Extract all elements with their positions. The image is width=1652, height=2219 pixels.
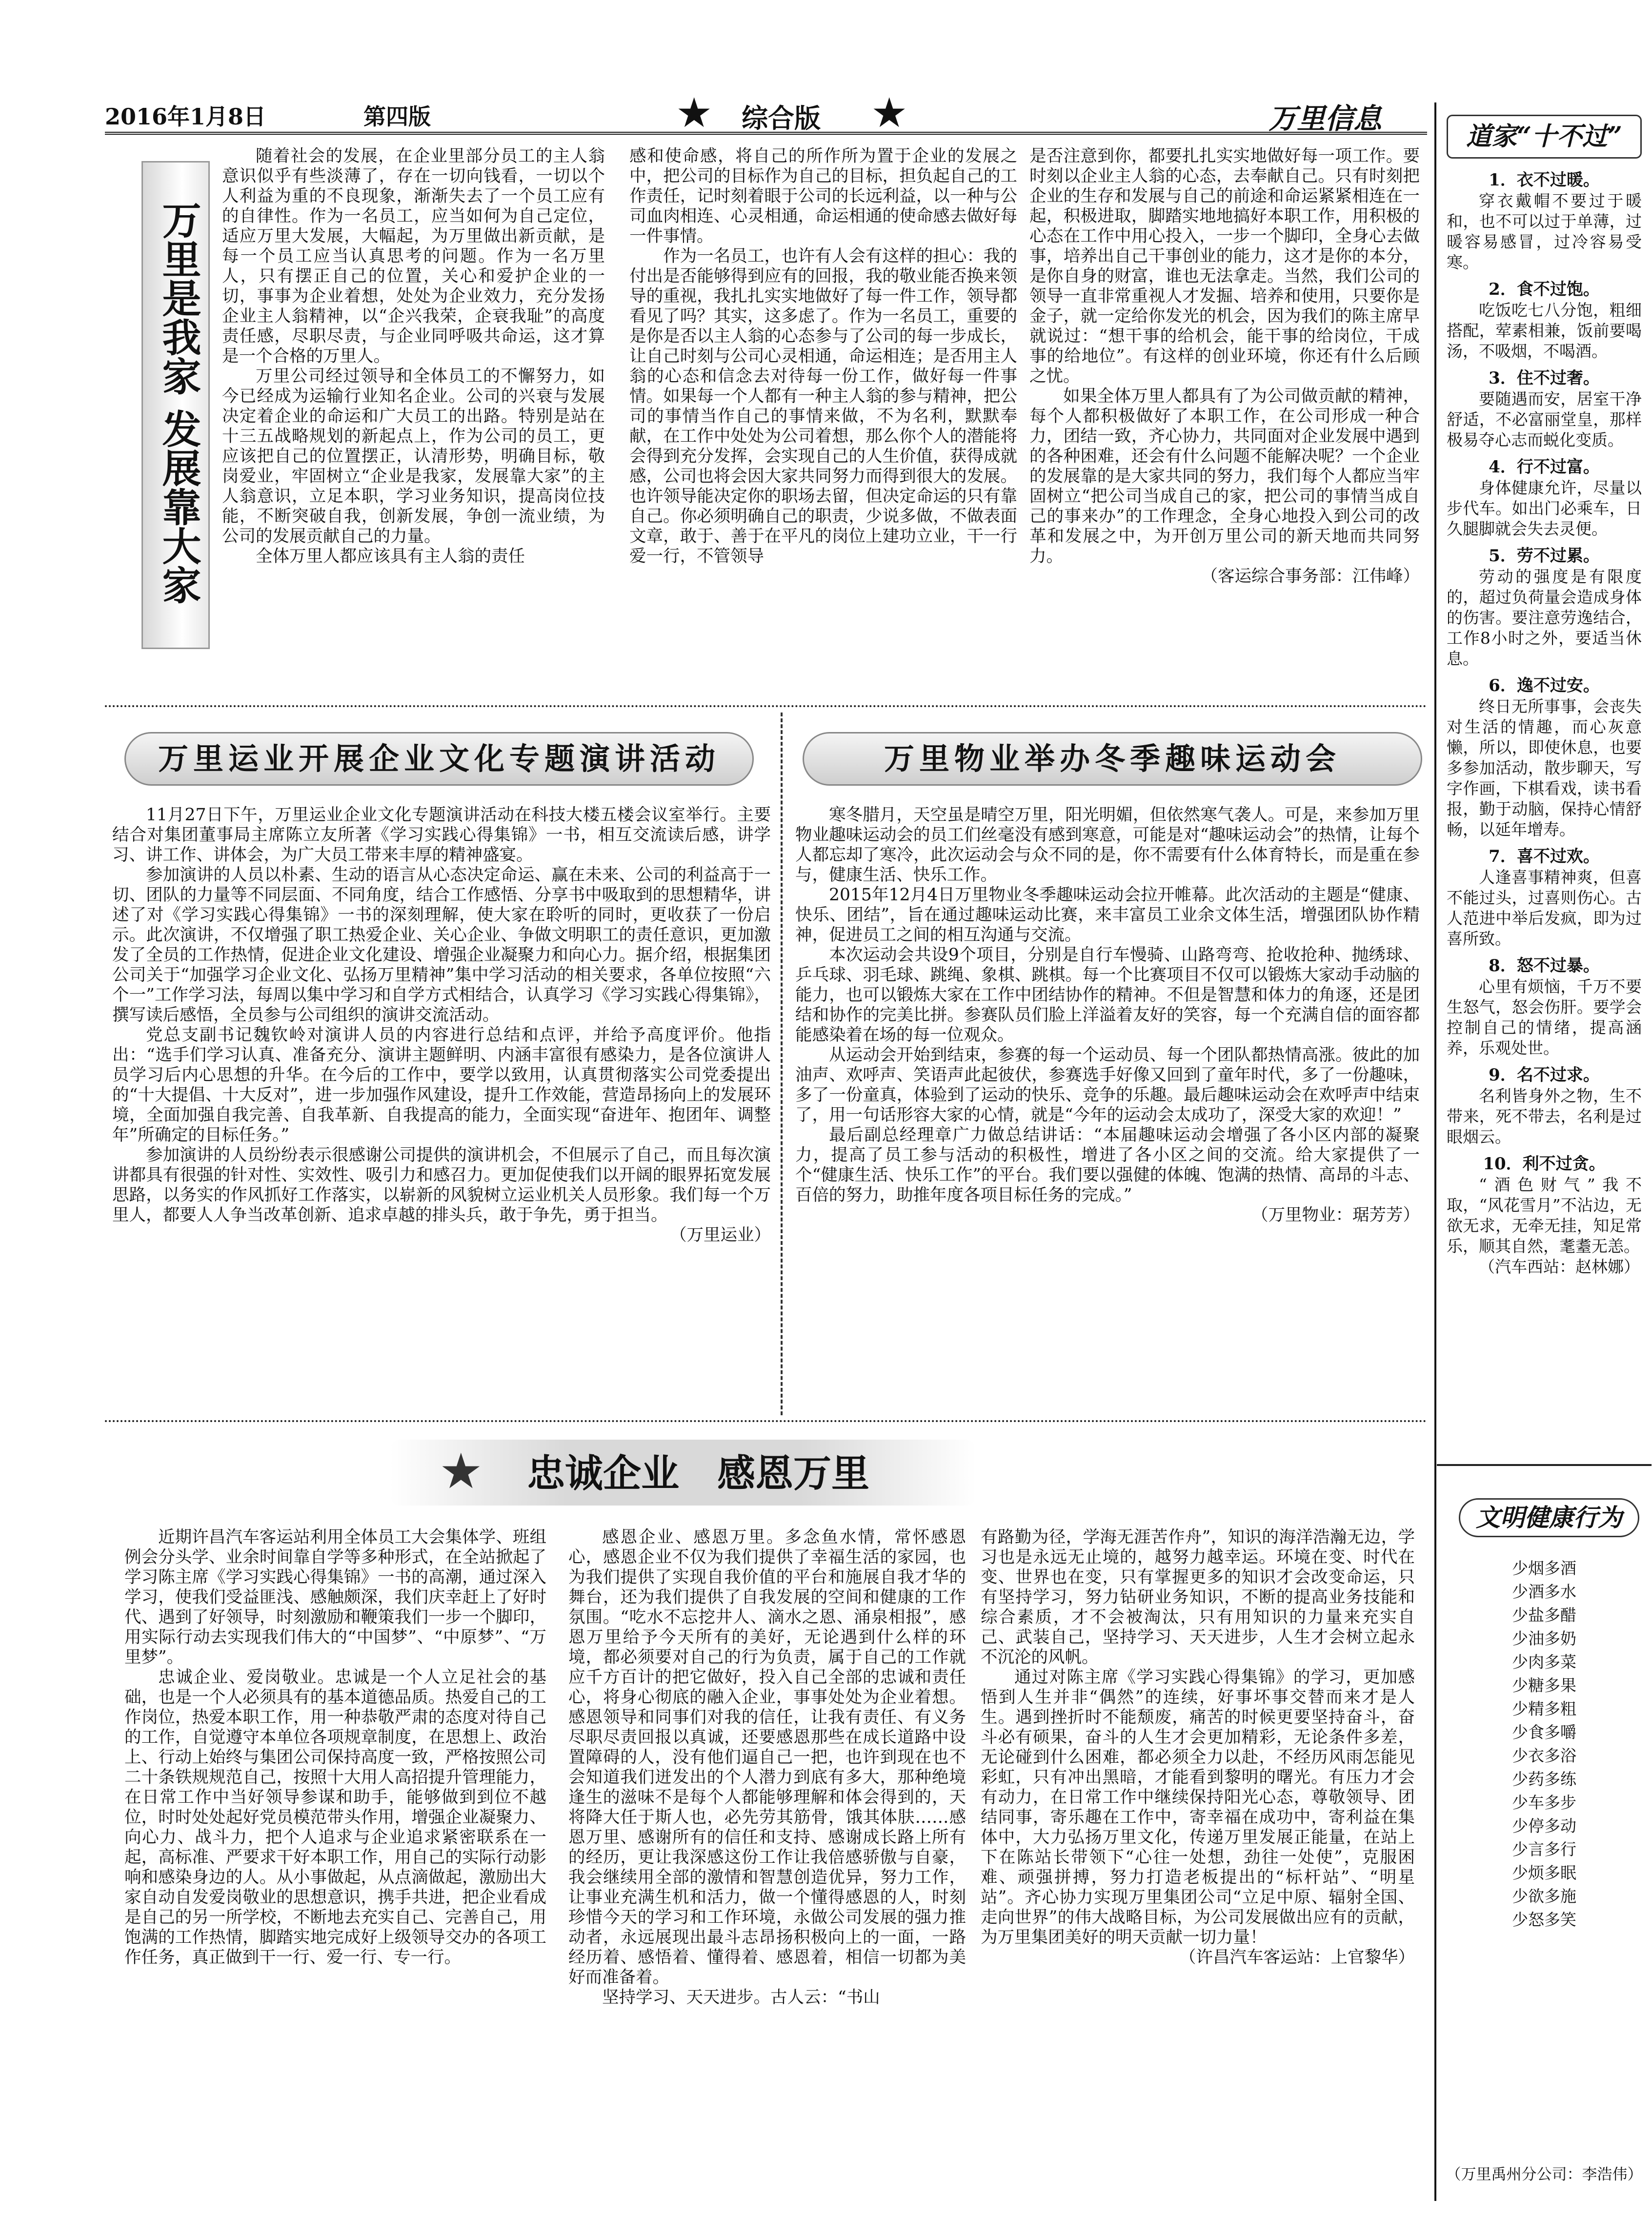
paragraph: 参加演讲的人员纷纷表示很感谢公司提供的演讲机会，不但展示了自己，而且每次演讲都具有很强的针对性、实效性、吸引力和感召力。更加促使我们以开阔的眼界拓宽发展思路，以务实的作风抓好工作落实，以崭新的风貌树立运业机关人员形象。我们每一个万里人，都要人人争当改革创新、追求卓越的排头兵，敢于争先，勇于担当。 [112,1145,771,1225]
list-item: 少酒多水 [1512,1582,1576,1601]
side-item-title: 5．劳不过累。 [1489,546,1600,566]
side-item-title: 6．逸不过安。 [1489,676,1600,695]
byline: （许昌汽车客运站：上官黎华） [1179,1948,1415,1967]
column-divider [781,713,783,1415]
sidebar-list [1447,163,1642,1440]
side-item-title: 7．喜不过欢。 [1489,847,1600,866]
star-icon: ★ [871,89,908,137]
paragraph: 作为一名员工，也许有人会有这样的担心：我的付出是否能够得到应有的回报，我的敬业能否换来领导的重视，我扎扎实实地做好了每一件工作，领导都看见了吗？其实，这多虑了。作为一名员工，重要的是你是否以主人翁的心态参与了公司的每一步成长，让自己时刻与公司心灵相通，命运相连；是否用主人翁的心态和信念去对待每一份工作，做好每一件事情。如果每一个人都有一种主人翁的参与精神，把公司的事情当作自己的事情来做，不为名利，默默奉献，在工作中处处为公司着想，那么你个人的潜能将会得到充分发挥，会实现自己的人生价值，获得成就感，公司也将会因大家共同努力而得到很大的发展。也许领导能决定你的职场去留，但决定命运的只有靠自己。你必须明确自己的职责，少说多做，不做表面文章，敢于、善于在平凡的岗位上建功立业，干一行爱一行，不管领导 [629,246,1017,566]
paragraph: 11月27日下午，万里运业企业文化专题演讲活动在科技大楼五楼会议室举行。主要结合对集团董事局主席陈立友所著《学习实践心得集锦》一书，相互交流读后感，讲学习、讲工作、讲体会，为广大员工带来丰厚的精神盛宴。 [112,805,771,865]
list-item: 少车多步 [1512,1793,1576,1812]
byline: （万里物业：琚芳芳） [1251,1205,1420,1225]
art4-col3 [981,1527,1415,2186]
sidebar-frame [1434,102,1436,2201]
paragraph: 感和使命感，将自己的所作所为置于企业的发展之中，把公司的目标作为自己的目标，担负起自己的工作责任，记时刻着眼于公司的长远利益，以一种与公司血肉相连、心灵相通，命运相通的使命感去做好每一件事情。 [629,146,1017,246]
paragraph: 通过对陈主席《学习实践心得集锦》的学习，更加感悟到人生并非“偶然”的连续，好事坏事交替而来才是人生。遇到挫折时不能颓废，痛苦的时候更要坚持奋斗，奋斗必有硕果，奋斗的人生才会更加精彩，无论条件多差，无论碰到什么困难，都必须全力以赴，不经历风雨怎能见彩虹，只有冲出黑暗，才能看到黎明的曙光。有压力才会有动力，在日常工作中继续保持阳光心态，尊敬领导、团结同事，寄乐趣在工作中，寄幸福在成功中，寄利益在集体中，大力弘扬万里文化，传递万里发展正能量，在站上下在陈站长带领下“心往一处想，劲往一处使”，克服困难、顽强拼搏，努力打造老板提出的“标杆站”、“明星站”。齐心协力实现万里集团公司“立足中原、辐射全国、走向世界”的伟大战略目标，为公司发展做出应有的贡献，为万里集团美好的明天贡献一切力量！ [981,1668,1415,1947]
side-item-body: 吃饭吃七八分饱，粗细搭配，荤素相兼，饭前要喝汤，不吸烟，不喝酒。 [1447,301,1642,361]
list-item: 少烟多酒 [1512,1559,1576,1578]
header-page: 第四版 [363,103,431,130]
section-divider [105,1420,1427,1422]
paragraph: 参加演讲的人员以朴素、生动的语言从心态决定命运、赢在未来、公司的利益高于一切、团队的力量等不同层面、不同角度，结合工作感悟、分享书中吸取到的思想精华，讲述了对《学习实践心得集锦》一书的深刻理解，使大家在聆听的同时，更收获了一份启示。此次演讲，不仅增强了职工热爱企业、关心企业、争做文明职工的责任意识，更加激发了全员的工作热情，促进企业文化建设、增强企业凝聚力和向心力。据介绍，根据集团公司关于“加强学习企业文化、弘扬万里精神”集中学习活动的相关要求，各单位按照“六个一”工作学习法，每周以集中学习和自学方式相结合，认真学习《学习实践心得集锦》，撰写读后感悟，全员参与公司组织的演讲交流活动。 [112,865,771,1025]
paragraph: 从运动会开始到结束，参赛的每一个运动员、每一个团队都热情高涨。彼此的加油声、欢呼声、笑语声此起彼伏，参赛选手好像又回到了童年时代，多了一份趣味，多了一份童真，体验到了运动的快乐、竞争的乐趣。最后趣味运动会在欢呼声中结束了，用一句话形容大家的心情，就是“今年的运动会太成功了，深受大家的欢迎！” [795,1045,1420,1125]
list-item: 少油多奶 [1512,1629,1576,1648]
list-item: 少欲多施 [1512,1887,1576,1906]
art4-title: 忠诚企业 感恩万里 [527,1452,870,1496]
side-item-title: 4．行不过富。 [1489,457,1600,477]
list-item: 少糖多果 [1512,1676,1576,1695]
paragraph: 2015年12月4日万里物业冬季趣味运动会拉开帷幕。此次活动的主题是“健康、快乐、团结”，旨在通过趣味运动比赛，来丰富员工业余文体生活，增强团队协作精神，促进员工之间的相互沟通与交流。 [795,885,1420,945]
side-item-body: 身体健康允许，尽量以步代车。如出门必乘车，日久腿脚就会失去灵便。 [1447,478,1642,538]
sidebar2-title: 文明健康行为 [1459,1498,1639,1537]
art2-title: 万里运业开展企业文化专题演讲活动 [124,732,754,786]
side-item-title: 10．利不过贪。 [1483,1154,1606,1174]
side-item-title: 2．食不过饱。 [1489,280,1600,299]
art1-col3 [1029,146,1420,678]
art1-col2 [629,146,1017,673]
side-item-body: 要随遇而安，居室干净舒适，不必富丽堂皇，那样极易夺心志而蜕化变质。 [1447,389,1642,449]
header-section: 综合版 [742,102,821,134]
art1-title: 万里是我家 发展靠大家 [156,200,201,604]
side-item-title: 1．衣不过暖。 [1489,170,1600,190]
art4-col2 [568,1527,966,2186]
side-item-body: 终日无所事事，会丧失对生活的情趣，而心灰意懒，所以，即使休息，也要多参加活动，散步聊天，写字作画，下棋看戏，读书看报，勤于动脑，保持心情舒畅，以延年增寿。 [1447,697,1642,839]
byline: （客运综合事务部：江伟峰） [1201,567,1420,586]
list-item: 少衣多浴 [1512,1746,1576,1765]
header-paper: 万里信息 [1269,102,1382,135]
section-divider [105,705,1427,707]
list-item: 少精多粗 [1512,1699,1576,1718]
side-item-title: 3．住不过奢。 [1489,368,1600,388]
sidebar-divider [1437,1464,1652,1466]
side-item-body: 心里有烦恼，千万不要生怒气，怒会伤肝。要学会控制自己的情绪，提高涵养，乐观处世。 [1447,977,1642,1058]
list-item: 少言多行 [1512,1840,1576,1859]
art1-col1 [222,146,605,673]
star-icon: ★ [439,1443,483,1500]
art3-title: 万里物业举办冬季趣味运动会 [803,732,1422,786]
side-item-body: “酒色财气”我不取，“风花雪月”不沾边，无欲无求，无牵无挂，知足常乐，顺其自然，耄耋无恙。 [1447,1175,1642,1256]
paragraph: 本次运动会共设9个项目，分别是自行车慢骑、山路弯弯、抢收抢种、抛绣球、乒乓球、羽毛球、跳绳、象棋、跳棋。每一个比赛项目不仅可以锻炼大家动手动脑的能力，也可以锻炼大家在工作中团结协作的精神。不但是智慧和体力的角逐，还是团结和协作的完美比拼。参赛队员们脸上洋溢着友好的笑容，每一个充满自信的面容都能感染着在场的每一位观众。 [795,945,1420,1045]
side-item-body: 人逢喜事精神爽，但喜不能过头，过喜则伤心。古人范进中举后发疯，即为过喜所致。 [1447,868,1642,948]
list-item: 少烦多眠 [1512,1863,1576,1882]
paragraph: 感恩企业、感恩万里。多念鱼水情，常怀感恩心，感恩企业不仅为我们提供了幸福生活的家园，也为我们提供了实现自我价值的平台和施展自我才华的舞台，还为我们提供了自我发展的空间和健康的工作氛围。“吃水不忘挖井人、滴水之恩、涌泉相报”，感恩万里给予今天所有的美好，无论遇到什么样的环境，都必须要对自己的行为负责，属于自己的工作就应千方百计的把它做好，投入自己全部的忠诚和责任心，将身心彻底的融入企业，事事处处为企业着想。感恩领导和同事们对我的信任，让我有责任、有义务尽职尽责回报以真诚，还要感恩那些在成长道路中设置障碍的人，没有他们逼自己一把，也许到现在也不会知道我们迸发出的个人潜力到底有多大，那种绝境逢生的滋味不是每个人都能够理解和体会得到的，天将降大任于斯人也，必先劳其筋骨，饿其体肤……感恩万里、感谢所有的信任和支持、感谢成长路上所有的经历，更让我深感这份工作让我倍感骄傲与自豪，我会继续用全部的激情和智慧创造优异，努力工作，让事业充满生机和活力，做一个懂得感恩的人，时刻珍惜今天的学习和工作环境，永做公司发展的强力推动者，永远展现出最斗志昂扬积极向上的一面，一路经历着、感悟着、懂得着、感恩着，相信一切都为美好而准备着。 [568,1527,966,1987]
paragraph: 最后副总经理章广力做总结讲话：“本届趣味运动会增强了各小区内部的凝聚力，提高了员工参与活动的积极性，增进了各小区之间的交流。给大家提供了一个“健康生活、快乐工作”的平台。我们要以强健的体魄、饱满的热情、高昂的斗志、百倍的努力，助推年度各项目标任务的完成。” [795,1125,1420,1205]
star-icon: ★ [676,89,713,137]
side-item-body: 名利皆身外之物，生不带来，死不带去，名利是过眼烟云。 [1447,1086,1642,1146]
paragraph: 有路勤为径，学海无涯苦作舟”，知识的海洋浩瀚无边，学习也是永远无止境的，越努力越幸运。环境在变、时代在变、世界也在变，只有掌握更多的知识才会改变命运，只有坚持学习，努力钻研业务知识，不断的提高业务技能和综合素质，才不会被淘汰，只有用知识的力量来充实自己、武装自己，坚持学习、天天进步，人生才会树立起永不沉沦的风帆。 [981,1527,1415,1667]
side-item-body: 劳动的强度是有限度的，超过负荷量会造成身体的伤害。要注意劳逸结合，工作8小时之外，要适当休息。 [1447,567,1642,668]
paragraph: 坚持学习、天天进步。古人云：“书山 [602,1988,880,2007]
list-item: 少食多嚼 [1512,1723,1576,1742]
list-item: 少药多练 [1512,1770,1576,1789]
sidebar-title: 道家“十不过” [1447,115,1642,159]
paragraph: 是否注意到你，都要扎扎实实地做好每一项工作。要时刻以企业主人翁的心态，去奉献自己。只有时刻把企业的生存和发展与自己的前途和命运紧紧相连在一起，积极进取，脚踏实地地搞好本职工作，用积极的心态在工作中用心投入，一步一个脚印，全身心去做事，培养出自己干事创业的能力，这才是你的本分，是你自身的财富，谁也无法拿走。当然，我们公司的领导一直非常重视人才发掘、培养和使用，只要你是金子，就一定给你发光的机会，因为我们的陈主席早就说过：“想干事的给机会，能干事的给岗位，干成事的给地位”。有这样的创业环境，你还有什么后顾之忧。 [1029,146,1420,386]
byline: （万里运业） [670,1225,771,1245]
paragraph: 全体万里人都应该具有主人翁的责任 [256,547,525,566]
side-item-body: 穿衣戴帽不要过于暖和，也不可以过于单薄，过暖容易感冒，过冷容易受寒。 [1447,191,1642,272]
paragraph: 党总支副书记魏钦岭对演讲人员的内容进行总结和点评，并给予高度评价。他指出：“选手们学习认真、准备充分、演讲主题鲜明、内涵丰富很有感染力，是各位演讲人员学习后内心思想的升华。在今后的工作中，要学以致用，认真贯彻落实公司党委提出的“十大提倡、十大反对”，进一步加强作风建设，提升工作效能，营造昂扬向上的发展环境，全面加强自我完善、自我革新、自我提高的能力，全面实现“奋进年、抱团年、调整年”所确定的目标任务。” [112,1025,771,1145]
paragraph: 近期许昌汽车客运站利用全体员工大会集体学、班组例会分头学、业余时间靠自学等多种形式，在全站掀起了学习陈主席《学习实践心得集锦》一书的高潮，通过深入学习，使我们受益匪浅、感触颇深，我们庆幸赶上了好时代、遇到了好领导，时刻激励和鞭策我们一步一个脚印，用实际行动去实现我们伟大的“中国梦”、“中原梦”、“万里梦”。 [124,1527,546,1667]
list-item: 少肉多菜 [1512,1652,1576,1671]
paragraph: 忠诚企业、爱岗敬业。忠诚是一个人立足社会的基础，也是一个人必须具有的基本道德品质。热爱自己的工作岗位，热爱本职工作，用一种恭敬严肃的态度对待自己的工作，自觉遵守本单位各项规章制度，在思想上、政治上、行动上始终与集团公司保持高度一致，严格按照公司二十条铁规规范自己，按照十大用人高招提升管理能力，在日常工作中当好领导参谋和助手，能够做到到位不越位，时时处处起好党员模范带头作用，增强企业凝聚力、向心力、战斗力，把个人追求与企业追求紧密联系在一起，高标准、严要求干好本职工作，用自己的实际行动影响和感染身边的人。从小事做起，从点滴做起，激励出大家自动自发爱岗敬业的思想意识，携手共进，把企业看成是自己的另一所学校，不断地去充实自己、完善自己，用饱满的工作热情，脚踏实地完成好上级领导交办的各项工作任务，真正做到干一行、爱一行、专一行。 [124,1668,546,1967]
paragraph: 万里公司经过领导和全体员工的不懈努力，如今已经成为运输行业知名企业。公司的兴衰与发展决定着企业的命运和广大员工的出路。特别是站在十三五战略规划的新起点上，作为公司的员工，更应该把自己的位置摆正，认清形势，明确目标，敬岗爱业，牢固树立“企业是我家，发展靠大家”的主人翁意识，立足本职，学习业务知识，提高岗位技能，不断突破自我，创新发展，争创一流业绩，为公司的发展贡献自己的力量。 [222,366,605,546]
side-item-title: 8．怒不过暴。 [1489,956,1600,976]
art2-body [112,805,771,1415]
header-date: 2016年1月8日 [105,103,266,130]
paragraph: 如果全体万里人都具有了为公司做贡献的精神，每个人都积极做好了本职工作，在公司形成一种合力，团结一致，齐心协力，共同面对企业发展中遇到的各种困难，还会有什么问题不能解决呢？一个企业的发展靠的是大家共同的努力，我们每个人都应当牢固树立“把公司当成自己的家，把公司的事情当成自己的事来办”的工作理念，全身心地投入到公司的改革和发展之中，为开创万里公司的新天地而共同努力。 [1029,387,1420,566]
list-item: 少怒多笑 [1512,1910,1576,1929]
byline: （汽车西站：赵林娜） [1479,1257,1640,1276]
header-rule [105,132,1427,135]
art4-col1 [124,1527,546,2186]
list-item: 少停多动 [1512,1816,1576,1835]
side-item-title: 9．名不过求。 [1489,1065,1600,1085]
list-item: 少盐多醋 [1512,1606,1576,1625]
sidebar2-list [1447,1557,1642,2074]
art3-body [795,805,1420,1415]
paragraph: 随着社会的发展，在企业里部分员工的主人翁意识似乎有些淡薄了，存在一切向钱看，一切以个人利益为重的不良现象，渐渐失去了一个员工应有的自律性。作为一名员工，应当如何为自己定位，适应万里大发展，大幅起，为万里做出新贡献，是每一个员工应当认真思考的问题。作为一名万里人，只有摆正自己的位置，关心和爱护企业的一切，事事为企业着想，处处为企业效力，充分发扬企业主人翁精神，以“企兴我荣，企衰我耻”的高度责任感，尽职尽责，与企业同呼吸共命运，这才算是一个合格的万里人。 [222,146,605,366]
sidebar2-byline: （万里禹州分公司：李浩伟） [1446,2166,1643,2183]
paragraph: 寒冬腊月，天空虽是晴空万里，阳光明媚，但依然寒气袭人。可是，来参加万里物业趣味运动会的员工们丝毫没有感到寒意，可能是对“趣味运动会”的热情，让每个人都忘却了寒冷，此次运动会与众不同的是，你不需要有什么体育特长，而是重在参与，健康生活、快乐工作。 [795,805,1420,885]
